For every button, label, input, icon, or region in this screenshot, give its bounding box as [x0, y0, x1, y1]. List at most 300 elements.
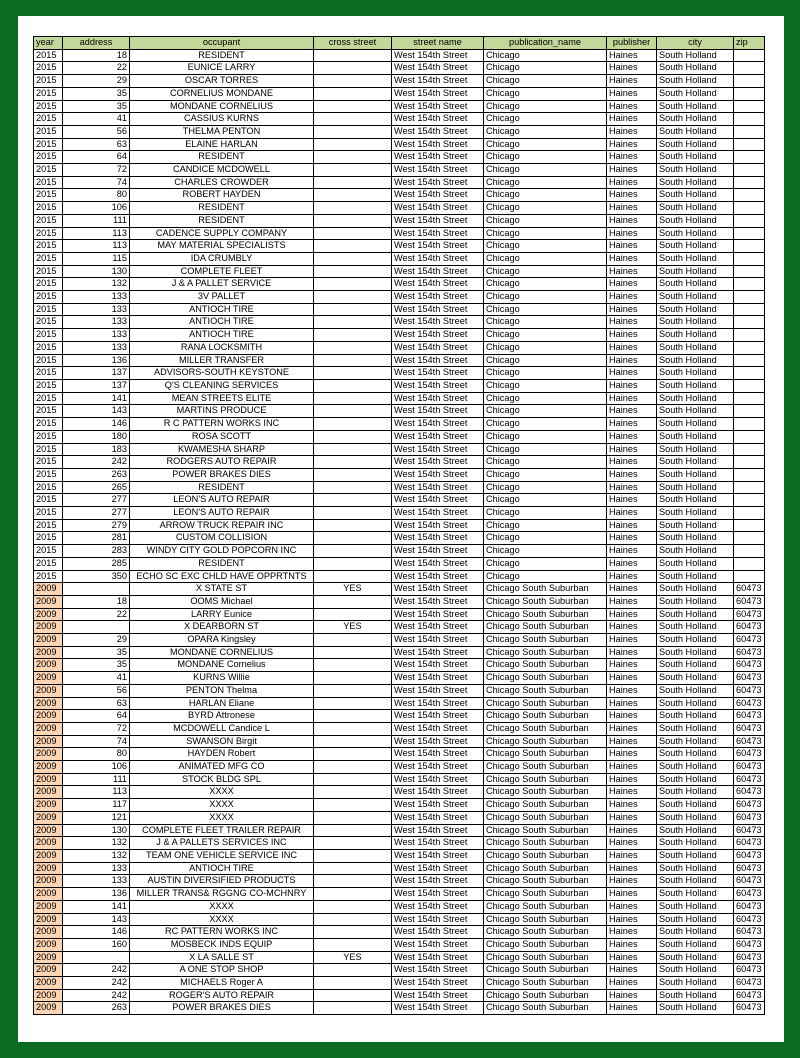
cell-year: 2009: [34, 595, 63, 608]
cell-publication-name: Chicago South Suburban: [484, 583, 607, 596]
cell-cross-street: [314, 824, 392, 837]
cell-publisher: Haines: [607, 494, 657, 507]
cell-zip: [734, 481, 765, 494]
cell-zip: [734, 494, 765, 507]
table-row: [34, 303, 765, 316]
cell-cross-street: [314, 75, 392, 88]
cell-address: 72: [63, 164, 130, 177]
cell-publisher: Haines: [607, 646, 657, 659]
table-row: [34, 799, 765, 812]
cell-publication-name: Chicago: [484, 405, 607, 418]
cell-cross-street: [314, 341, 392, 354]
cell-year: 2009: [34, 926, 63, 939]
cell-occupant: J & A PALLET SERVICE: [130, 278, 314, 291]
cell-publisher: Haines: [607, 837, 657, 850]
cell-cross-street: [314, 456, 392, 469]
cell-cross-street: [314, 189, 392, 202]
cell-street-name: West 154th Street: [392, 507, 484, 520]
cell-zip: [734, 278, 765, 291]
cell-zip: 60473: [734, 799, 765, 812]
cell-cross-street: [314, 354, 392, 367]
cell-publisher: Haines: [607, 418, 657, 431]
cell-publication-name: Chicago: [484, 138, 607, 151]
cell-address: 143: [63, 405, 130, 418]
cell-cross-street: [314, 608, 392, 621]
cell-year: 2015: [34, 494, 63, 507]
cell-street-name: West 154th Street: [392, 710, 484, 723]
cell-address: 160: [63, 938, 130, 951]
cell-address: 146: [63, 418, 130, 431]
cell-cross-street: [314, 862, 392, 875]
cell-cross-street: [314, 291, 392, 304]
cell-zip: [734, 519, 765, 532]
cell-address: 22: [63, 608, 130, 621]
cell-street-name: West 154th Street: [392, 303, 484, 316]
cell-publisher: Haines: [607, 608, 657, 621]
cell-publication-name: Chicago: [484, 481, 607, 494]
table-row: [34, 545, 765, 558]
cell-publisher: Haines: [607, 100, 657, 113]
cell-zip: [734, 176, 765, 189]
cell-publisher: Haines: [607, 875, 657, 888]
cell-publication-name: Chicago: [484, 341, 607, 354]
cell-cross-street: [314, 735, 392, 748]
cell-city: South Holland: [657, 468, 734, 481]
table-row: [34, 494, 765, 507]
cell-year: 2015: [34, 189, 63, 202]
cell-zip: 60473: [734, 761, 765, 774]
cell-zip: 60473: [734, 989, 765, 1002]
table-row: [34, 951, 765, 964]
cell-publication-name: Chicago South Suburban: [484, 773, 607, 786]
cell-publisher: Haines: [607, 748, 657, 761]
cell-zip: [734, 545, 765, 558]
cell-occupant: EUNICE LARRY: [130, 62, 314, 75]
cell-cross-street: [314, 125, 392, 138]
cell-occupant: RODGERS AUTO REPAIR: [130, 456, 314, 469]
cell-city: South Holland: [657, 850, 734, 863]
cell-address: 283: [63, 545, 130, 558]
cell-city: South Holland: [657, 557, 734, 570]
cell-cross-street: [314, 113, 392, 126]
cell-publication-name: Chicago: [484, 227, 607, 240]
cell-occupant: MOSBECK INDS EQUIP: [130, 938, 314, 951]
cell-year: 2009: [34, 710, 63, 723]
cell-zip: 60473: [734, 875, 765, 888]
cell-year: 2015: [34, 49, 63, 62]
cell-occupant: ANTIOCH TIRE: [130, 862, 314, 875]
cell-address: [63, 583, 130, 596]
cell-city: South Holland: [657, 570, 734, 583]
cell-city: South Holland: [657, 240, 734, 253]
cell-street-name: West 154th Street: [392, 557, 484, 570]
cell-cross-street: YES: [314, 583, 392, 596]
cell-publisher: Haines: [607, 697, 657, 710]
cell-cross-street: [314, 557, 392, 570]
cell-address: 141: [63, 392, 130, 405]
table-row: [34, 405, 765, 418]
table-row: [34, 62, 765, 75]
cell-cross-street: [314, 532, 392, 545]
cell-address: 41: [63, 113, 130, 126]
cell-address: 277: [63, 507, 130, 520]
cell-publisher: Haines: [607, 583, 657, 596]
table-row: [34, 443, 765, 456]
cell-city: South Holland: [657, 900, 734, 913]
cell-zip: [734, 341, 765, 354]
cell-publisher: Haines: [607, 291, 657, 304]
cell-zip: [734, 570, 765, 583]
cell-publication-name: Chicago South Suburban: [484, 710, 607, 723]
cell-publisher: Haines: [607, 951, 657, 964]
cell-occupant: ROBERT HAYDEN: [130, 189, 314, 202]
cell-year: 2015: [34, 507, 63, 520]
cell-zip: [734, 303, 765, 316]
table-body: [34, 49, 765, 1014]
cell-city: South Holland: [657, 164, 734, 177]
cell-zip: [734, 392, 765, 405]
cell-city: South Holland: [657, 214, 734, 227]
cell-publisher: Haines: [607, 430, 657, 443]
cell-city: South Holland: [657, 710, 734, 723]
cell-publication-name: Chicago: [484, 303, 607, 316]
cell-year: 2015: [34, 392, 63, 405]
cell-publication-name: Chicago: [484, 214, 607, 227]
cell-occupant: HAYDEN Robert: [130, 748, 314, 761]
cell-year: 2015: [34, 176, 63, 189]
cell-publisher: Haines: [607, 773, 657, 786]
cell-zip: 60473: [734, 583, 765, 596]
cell-cross-street: [314, 519, 392, 532]
cell-year: 2015: [34, 430, 63, 443]
cell-occupant: MILLER TRANSFER: [130, 354, 314, 367]
cell-cross-street: [314, 646, 392, 659]
cell-publication-name: Chicago: [484, 151, 607, 164]
cell-occupant: IDA CRUMBLY: [130, 252, 314, 265]
cell-street-name: West 154th Street: [392, 532, 484, 545]
cell-street-name: West 154th Street: [392, 113, 484, 126]
cell-street-name: West 154th Street: [392, 405, 484, 418]
cell-city: South Holland: [657, 545, 734, 558]
cell-publisher: Haines: [607, 75, 657, 88]
cell-city: South Holland: [657, 151, 734, 164]
cell-occupant: RESIDENT: [130, 202, 314, 215]
cell-street-name: West 154th Street: [392, 456, 484, 469]
cell-city: South Holland: [657, 113, 734, 126]
cell-city: South Holland: [657, 862, 734, 875]
cell-occupant: XXXX: [130, 900, 314, 913]
cell-publisher: Haines: [607, 468, 657, 481]
table-row: [34, 722, 765, 735]
cell-publisher: Haines: [607, 240, 657, 253]
cell-cross-street: [314, 977, 392, 990]
cell-address: 29: [63, 634, 130, 647]
cell-zip: [734, 265, 765, 278]
cell-occupant: X STATE ST: [130, 583, 314, 596]
cell-publication-name: Chicago: [484, 265, 607, 278]
table-row: [34, 672, 765, 685]
cell-zip: 60473: [734, 684, 765, 697]
cell-occupant: OSCAR TORRES: [130, 75, 314, 88]
cell-city: South Holland: [657, 227, 734, 240]
table-row: [34, 151, 765, 164]
cell-street-name: West 154th Street: [392, 481, 484, 494]
cell-occupant: LARRY Eunice: [130, 608, 314, 621]
table-row: [34, 977, 765, 990]
cell-publisher: Haines: [607, 735, 657, 748]
cell-year: 2009: [34, 672, 63, 685]
table-row: [34, 113, 765, 126]
cell-publication-name: Chicago: [484, 278, 607, 291]
cell-occupant: MCDOWELL Candice L: [130, 722, 314, 735]
cell-zip: [734, 557, 765, 570]
cell-zip: [734, 75, 765, 88]
cell-cross-street: [314, 62, 392, 75]
cell-zip: [734, 468, 765, 481]
cell-city: South Holland: [657, 786, 734, 799]
header-row: [34, 37, 765, 50]
cell-occupant: OOMS Michael: [130, 595, 314, 608]
cell-publication-name: Chicago: [484, 494, 607, 507]
cell-year: 2015: [34, 151, 63, 164]
cell-publisher: Haines: [607, 278, 657, 291]
cell-address: 133: [63, 341, 130, 354]
cell-publisher: Haines: [607, 303, 657, 316]
cell-year: 2009: [34, 888, 63, 901]
cell-city: South Holland: [657, 354, 734, 367]
table-row: [34, 265, 765, 278]
cell-address: 136: [63, 354, 130, 367]
cell-occupant: AUSTIN DIVERSIFIED PRODUCTS: [130, 875, 314, 888]
cell-publisher: Haines: [607, 545, 657, 558]
cell-year: 2009: [34, 811, 63, 824]
table-row: [34, 138, 765, 151]
cell-cross-street: [314, 850, 392, 863]
cell-street-name: West 154th Street: [392, 608, 484, 621]
table-row: [34, 481, 765, 494]
cell-zip: 60473: [734, 811, 765, 824]
cell-occupant: LEON'S AUTO REPAIR: [130, 494, 314, 507]
cell-occupant: MONDANE CORNELIUS: [130, 100, 314, 113]
cell-year: 2009: [34, 646, 63, 659]
cell-occupant: RESIDENT: [130, 49, 314, 62]
cell-city: South Holland: [657, 595, 734, 608]
cell-city: South Holland: [657, 138, 734, 151]
table-row: [34, 697, 765, 710]
cell-zip: 60473: [734, 659, 765, 672]
cell-street-name: West 154th Street: [392, 468, 484, 481]
cell-zip: 60473: [734, 710, 765, 723]
table-row: [34, 202, 765, 215]
cell-cross-street: [314, 786, 392, 799]
cell-publication-name: Chicago South Suburban: [484, 888, 607, 901]
cell-occupant: ANTIOCH TIRE: [130, 303, 314, 316]
cell-cross-street: [314, 214, 392, 227]
cell-year: 2015: [34, 418, 63, 431]
cell-publication-name: Chicago: [484, 316, 607, 329]
table-row: [34, 634, 765, 647]
table-row: [34, 583, 765, 596]
cell-city: South Holland: [657, 951, 734, 964]
cell-publication-name: Chicago South Suburban: [484, 722, 607, 735]
cell-publication-name: Chicago South Suburban: [484, 900, 607, 913]
cell-year: 2015: [34, 341, 63, 354]
cell-year: 2015: [34, 100, 63, 113]
cell-city: South Holland: [657, 722, 734, 735]
cell-street-name: West 154th Street: [392, 824, 484, 837]
cell-cross-street: [314, 252, 392, 265]
table-row: [34, 278, 765, 291]
cell-street-name: West 154th Street: [392, 494, 484, 507]
cell-zip: [734, 125, 765, 138]
cell-address: 263: [63, 468, 130, 481]
cell-address: 133: [63, 316, 130, 329]
cell-address: 132: [63, 837, 130, 850]
cell-address: 74: [63, 735, 130, 748]
cell-publication-name: Chicago South Suburban: [484, 850, 607, 863]
cell-street-name: West 154th Street: [392, 138, 484, 151]
table-row: [34, 875, 765, 888]
cell-publisher: Haines: [607, 113, 657, 126]
cell-street-name: West 154th Street: [392, 926, 484, 939]
cell-address: 80: [63, 748, 130, 761]
cell-address: 183: [63, 443, 130, 456]
cell-city: South Holland: [657, 418, 734, 431]
cell-zip: 60473: [734, 735, 765, 748]
cell-street-name: West 154th Street: [392, 214, 484, 227]
table-row: [34, 888, 765, 901]
cell-occupant: ANTIOCH TIRE: [130, 316, 314, 329]
cell-address: 35: [63, 646, 130, 659]
cell-publisher: Haines: [607, 913, 657, 926]
cell-street-name: West 154th Street: [392, 621, 484, 634]
cell-occupant: ANTIOCH TIRE: [130, 329, 314, 342]
cell-publication-name: Chicago South Suburban: [484, 735, 607, 748]
cell-publication-name: Chicago: [484, 100, 607, 113]
cell-street-name: West 154th Street: [392, 977, 484, 990]
cell-publication-name: Chicago South Suburban: [484, 875, 607, 888]
cell-publication-name: Chicago South Suburban: [484, 672, 607, 685]
cell-street-name: West 154th Street: [392, 519, 484, 532]
cell-year: 2009: [34, 684, 63, 697]
cell-street-name: West 154th Street: [392, 291, 484, 304]
cell-cross-street: [314, 875, 392, 888]
cell-address: 113: [63, 786, 130, 799]
table-row: [34, 430, 765, 443]
cell-year: 2009: [34, 913, 63, 926]
cell-publisher: Haines: [607, 62, 657, 75]
cell-city: South Holland: [657, 278, 734, 291]
table-row: [34, 252, 765, 265]
cell-year: 2015: [34, 227, 63, 240]
cell-publisher: Haines: [607, 799, 657, 812]
cell-publisher: Haines: [607, 202, 657, 215]
cell-publication-name: Chicago South Suburban: [484, 748, 607, 761]
table-row: [34, 646, 765, 659]
cell-year: 2015: [34, 405, 63, 418]
cell-zip: [734, 62, 765, 75]
cell-publisher: Haines: [607, 850, 657, 863]
cell-address: 263: [63, 1002, 130, 1015]
cell-publication-name: Chicago South Suburban: [484, 926, 607, 939]
cell-cross-street: [314, 240, 392, 253]
cell-street-name: West 154th Street: [392, 367, 484, 380]
cell-publisher: Haines: [607, 176, 657, 189]
cell-address: 41: [63, 672, 130, 685]
table-row: [34, 189, 765, 202]
cell-year: 2009: [34, 900, 63, 913]
cell-publication-name: Chicago South Suburban: [484, 697, 607, 710]
cell-zip: [734, 291, 765, 304]
table-row: [34, 786, 765, 799]
cell-city: South Holland: [657, 494, 734, 507]
cell-city: South Holland: [657, 926, 734, 939]
table-row: [34, 367, 765, 380]
cell-address: 133: [63, 862, 130, 875]
table-row: [34, 532, 765, 545]
cell-year: 2009: [34, 583, 63, 596]
cell-publication-name: Chicago South Suburban: [484, 634, 607, 647]
cell-publisher: Haines: [607, 87, 657, 100]
cell-cross-street: [314, 278, 392, 291]
cell-zip: 60473: [734, 964, 765, 977]
cell-cross-street: [314, 138, 392, 151]
cell-publisher: Haines: [607, 786, 657, 799]
cell-cross-street: [314, 164, 392, 177]
cell-city: South Holland: [657, 100, 734, 113]
cell-city: South Holland: [657, 303, 734, 316]
cell-zip: [734, 316, 765, 329]
cell-zip: 60473: [734, 926, 765, 939]
cell-publication-name: Chicago: [484, 545, 607, 558]
cell-year: 2015: [34, 329, 63, 342]
cell-city: South Holland: [657, 265, 734, 278]
header-publisher: publisher: [607, 37, 657, 50]
cell-address: 136: [63, 888, 130, 901]
cell-publication-name: Chicago: [484, 367, 607, 380]
cell-occupant: XXXX: [130, 913, 314, 926]
cell-occupant: THELMA PENTON: [130, 125, 314, 138]
cell-occupant: CADENCE SUPPLY COMPANY: [130, 227, 314, 240]
cell-year: 2015: [34, 303, 63, 316]
cell-street-name: West 154th Street: [392, 748, 484, 761]
cell-publisher: Haines: [607, 824, 657, 837]
cell-year: 2009: [34, 748, 63, 761]
table-row: [34, 659, 765, 672]
cell-zip: 60473: [734, 608, 765, 621]
cell-city: South Holland: [657, 1002, 734, 1015]
cell-address: 18: [63, 49, 130, 62]
cell-city: South Holland: [657, 341, 734, 354]
cell-occupant: XXXX: [130, 786, 314, 799]
cell-publisher: Haines: [607, 189, 657, 202]
cell-address: 121: [63, 811, 130, 824]
cell-street-name: West 154th Street: [392, 697, 484, 710]
table-row: [34, 164, 765, 177]
cell-occupant: COMPLETE FLEET: [130, 265, 314, 278]
cell-occupant: A ONE STOP SHOP: [130, 964, 314, 977]
cell-publication-name: Chicago South Suburban: [484, 938, 607, 951]
cell-occupant: MAY MATERIAL SPECIALISTS: [130, 240, 314, 253]
cell-city: South Holland: [657, 316, 734, 329]
cell-address: 350: [63, 570, 130, 583]
cell-address: 74: [63, 176, 130, 189]
cell-year: 2015: [34, 570, 63, 583]
cell-year: 2015: [34, 265, 63, 278]
cell-year: 2015: [34, 545, 63, 558]
cell-occupant: X LA SALLE ST: [130, 951, 314, 964]
cell-publisher: Haines: [607, 214, 657, 227]
